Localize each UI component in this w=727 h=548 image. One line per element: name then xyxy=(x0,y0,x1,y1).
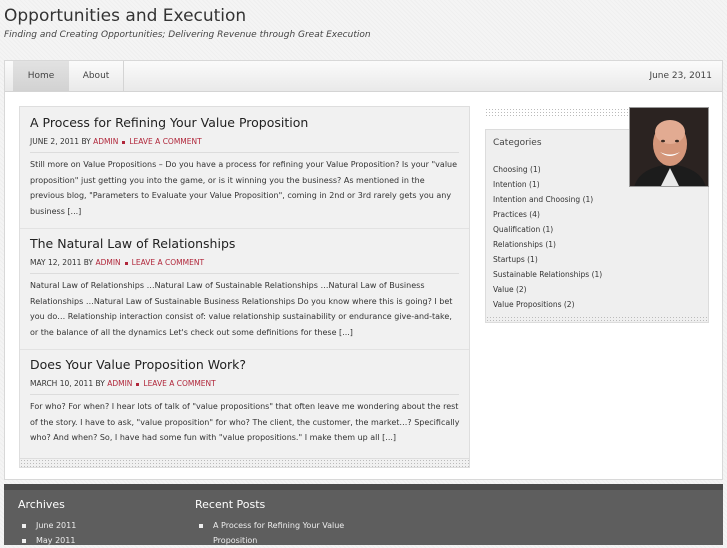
category-item[interactable]: Choosing (1) xyxy=(493,165,541,174)
sidebar-top-pattern xyxy=(485,108,630,116)
meta-divider xyxy=(30,273,459,274)
category-item[interactable]: Sustainable Relationships (1) xyxy=(493,270,603,279)
categories-title: Categories xyxy=(493,138,542,148)
post-title[interactable]: The Natural Law of Relationships xyxy=(30,236,236,251)
post-item xyxy=(20,349,469,459)
post-author-link[interactable]: ADMIN xyxy=(95,258,121,267)
post-title[interactable]: Does Your Value Proposition Work? xyxy=(30,357,247,372)
archive-item[interactable]: May 2011 xyxy=(22,533,76,548)
archives-list xyxy=(22,518,76,548)
category-item[interactable]: Value (2) xyxy=(493,285,527,294)
recent-post-item[interactable]: A Process for Refining Your Value Proposition xyxy=(199,518,359,548)
nav-about[interactable]: About xyxy=(69,61,124,91)
post-meta xyxy=(30,137,202,146)
site-title[interactable]: Opportunities and Execution xyxy=(4,6,247,26)
meta-separator xyxy=(125,262,128,265)
category-list xyxy=(493,162,602,312)
post-item xyxy=(20,107,469,229)
meta-separator xyxy=(136,383,139,386)
author-photo xyxy=(629,107,709,187)
widget-bottom-pattern xyxy=(486,316,708,322)
post-title[interactable]: A Process for Refining Your Value Proposition xyxy=(30,115,309,130)
nav-date: June 23, 2011 xyxy=(649,71,712,81)
category-item[interactable]: Startups (1) xyxy=(493,255,538,264)
post-meta xyxy=(30,379,216,388)
leave-comment-link[interactable]: LEAVE A COMMENT xyxy=(129,137,202,146)
post-item xyxy=(20,228,469,350)
category-item[interactable]: Intention (1) xyxy=(493,180,540,189)
post-author-link[interactable]: ADMIN xyxy=(107,379,133,388)
post-excerpt: Natural Law of Relationships …Natural Law of Sustainable Relationships …Natural Law of Business Relationships …Natural Law of Sustainable Business Relationships Do you know where this is going? I bet you do… Relationship interaction consist of: value relationship sustainability or endurance give-and-take, or the balance of all the dynamics Let's check out some definitions for these [...] xyxy=(30,281,453,337)
category-item[interactable]: Qualification (1) xyxy=(493,225,554,234)
footer xyxy=(4,484,723,545)
page-wrapper xyxy=(4,60,723,480)
meta-divider xyxy=(30,152,459,153)
nav-home[interactable]: Home xyxy=(13,61,69,91)
recent-posts-title: Recent Posts xyxy=(195,498,266,511)
recent-posts-list xyxy=(199,518,359,548)
post-date: MAY 12, 2011 BY xyxy=(30,258,96,267)
meta-separator xyxy=(122,141,125,144)
category-item[interactable]: Relationships (1) xyxy=(493,240,556,249)
post-date: MARCH 10, 2011 BY xyxy=(30,379,108,388)
archive-item[interactable]: June 2011 xyxy=(22,518,76,533)
content-bottom-pattern xyxy=(20,458,469,467)
post-meta xyxy=(30,258,204,267)
meta-divider xyxy=(30,394,459,395)
post-author-link[interactable]: ADMIN xyxy=(93,137,119,146)
category-item[interactable]: Practices (4) xyxy=(493,210,540,219)
post-excerpt: For who? For when? I hear lots of talk of "value propositions" that often leave me wondering about the rest of the story. I have to ask, "value proposition" for who? The client, the customer, the market…? Specifically who? And when? So, I have had some fun with "value propositions." I make them up all [...] xyxy=(30,402,460,442)
post-excerpt: Still more on Value Propositions – Do you have a process for refining your Value Proposition? Is your "value proposition" just getting you into the game, or is it winning you the business? As mentioned in the previous blog, "Parameters to Evaluate your Value Proposition", coming in 2nd or 3rd rarely gets you any business [...] xyxy=(30,160,458,216)
archives-title: Archives xyxy=(18,498,65,511)
post-date: JUNE 2, 2011 BY xyxy=(30,137,94,146)
category-item[interactable]: Value Propositions (2) xyxy=(493,300,575,309)
site-tagline: Finding and Creating Opportunities; Delivering Revenue through Great Execution xyxy=(4,30,371,40)
main-nav xyxy=(5,61,722,92)
leave-comment-link[interactable]: LEAVE A COMMENT xyxy=(143,379,216,388)
author-photo-image xyxy=(630,108,709,187)
post-list xyxy=(19,106,470,468)
leave-comment-link[interactable]: LEAVE A COMMENT xyxy=(131,258,205,267)
category-item[interactable]: Intention and Choosing (1) xyxy=(493,195,594,204)
